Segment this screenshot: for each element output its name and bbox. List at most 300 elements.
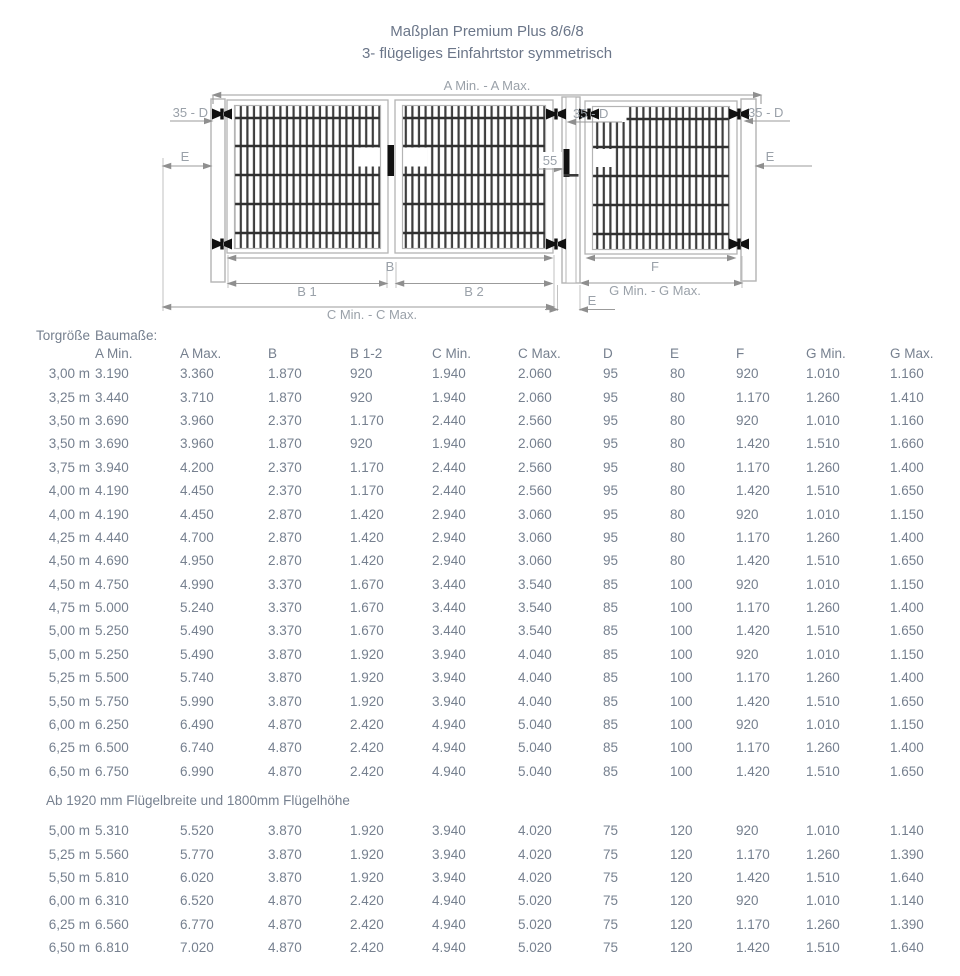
column-header: C Max. <box>518 345 561 361</box>
table-cell: 5.490 <box>180 646 214 662</box>
table-cell: 1.420 <box>350 553 384 569</box>
table-cell: 5,25 m <box>48 670 90 686</box>
table-cell: 1.170 <box>350 459 384 475</box>
table-cell: 1.170 <box>736 916 770 932</box>
table-cell: 5.560 <box>95 846 129 862</box>
table-cell: 120 <box>670 846 693 862</box>
table-cell: 920 <box>736 576 759 592</box>
table-cell: 5,25 m <box>48 846 90 862</box>
table-cell: 4,25 m <box>48 529 90 545</box>
table-cell: 3.870 <box>268 870 302 885</box>
table-cell: 3.940 <box>432 870 466 885</box>
table-cell: 1.870 <box>268 389 302 405</box>
table-cell: 100 <box>670 646 693 662</box>
table-cell: 3.370 <box>268 623 302 639</box>
table-cell: 4.450 <box>180 483 214 499</box>
table-cell: 1.420 <box>350 506 384 522</box>
table-cell: 85 <box>603 646 619 662</box>
table-cell: 4,50 m <box>48 553 90 569</box>
table-cell: 3.870 <box>268 670 302 686</box>
table-cell: 6.740 <box>180 740 214 756</box>
table-row <box>35 502 956 525</box>
table-cell: 95 <box>603 366 619 382</box>
table-cell: 1.940 <box>432 389 466 405</box>
table-cell: 80 <box>670 389 686 405</box>
table-cell: 1.260 <box>806 459 840 475</box>
table-cell: 6.310 <box>95 893 129 909</box>
column-header: G Min. <box>806 345 846 361</box>
table-cell: 1.410 <box>890 389 924 405</box>
table-cell: 5.250 <box>95 646 129 662</box>
column-header: F <box>736 345 745 361</box>
table-cell: 1.510 <box>806 553 840 569</box>
table-row <box>35 479 956 502</box>
table-cell: 1.400 <box>890 670 924 686</box>
table-cell: 4.940 <box>432 717 466 733</box>
table-cell: 100 <box>670 600 693 616</box>
table-cell: 1.420 <box>736 553 770 569</box>
table-cell: 5.040 <box>518 717 552 733</box>
table-cell: 6.250 <box>95 717 129 733</box>
table-cell: 1.260 <box>806 389 840 405</box>
table-row <box>35 526 956 549</box>
table-row <box>35 643 956 666</box>
table-cell: 85 <box>603 763 619 779</box>
gate-leaf-2 <box>395 100 553 253</box>
table-cell: 2.370 <box>268 459 302 475</box>
table-cell: 1.420 <box>736 623 770 639</box>
table-cell: 95 <box>603 529 619 545</box>
table-cell: 3,75 m <box>48 459 90 475</box>
table-cell: 6,50 m <box>48 940 90 956</box>
table-cell: 95 <box>603 506 619 522</box>
table-cell: 80 <box>670 366 686 382</box>
table-cell: 1.420 <box>736 693 770 709</box>
table-cell: 1.170 <box>736 389 770 405</box>
table-cell: 1.140 <box>890 823 924 839</box>
table-cell: 6.770 <box>180 916 214 932</box>
table-cell: 4.870 <box>268 916 302 932</box>
table-cell: 2.440 <box>432 412 466 428</box>
table-cell: 1.510 <box>806 763 840 779</box>
table-cell: 4.940 <box>432 740 466 756</box>
table-cell: 4.690 <box>95 553 129 569</box>
dim-label-c-range: C Min. - C Max. <box>326 307 418 322</box>
table-cell: 75 <box>603 893 619 909</box>
column-header: G Max. <box>890 345 934 361</box>
table-cell: 1.650 <box>890 763 924 779</box>
table-cell: 75 <box>603 940 619 956</box>
table-cell: 3.060 <box>518 553 552 569</box>
hinge-icon <box>212 239 232 250</box>
table-cell: 4.950 <box>180 553 214 569</box>
table-cell: 920 <box>736 823 759 839</box>
table-cell: 85 <box>603 576 619 592</box>
table-cell: 6.560 <box>95 916 129 932</box>
table-cell: 5,00 m <box>48 623 90 639</box>
column-header: D <box>603 345 613 361</box>
table-cell: 3.940 <box>432 823 466 839</box>
table-cell: 4.940 <box>432 916 466 932</box>
dim-label-e-right: E <box>765 149 775 164</box>
table-cell: 1.670 <box>350 576 384 592</box>
table-cell: 1.420 <box>736 436 770 452</box>
dim-label-b2: B 2 <box>464 284 484 299</box>
table-cell: 1.870 <box>268 436 302 452</box>
table-cell: 4.040 <box>518 693 552 709</box>
table-cell: 6.020 <box>180 870 214 885</box>
table-cell: 2.420 <box>350 717 384 733</box>
hinge-icon <box>212 109 232 120</box>
table-cell: 1.670 <box>350 600 384 616</box>
table-row <box>35 913 956 936</box>
section-note: Ab 1920 mm Flügelbreite und 1800mm Flügelhöhe <box>46 792 350 808</box>
table-cell: 1.660 <box>890 436 924 452</box>
table-cell: 1.920 <box>350 823 384 839</box>
table-cell: 4.940 <box>432 763 466 779</box>
table-cell: 1.510 <box>806 870 840 885</box>
table-cell: 85 <box>603 717 619 733</box>
table-cell: 85 <box>603 623 619 639</box>
table-cell: 5.310 <box>95 823 129 839</box>
dim-label-35d-left: 35 - D <box>172 105 208 120</box>
table-row <box>35 889 956 912</box>
table-cell: 1.160 <box>890 412 924 428</box>
table-cell: 3.870 <box>268 646 302 662</box>
dim-label-b1: B 1 <box>297 284 317 299</box>
table-row <box>35 689 956 712</box>
gate-leaf-3 <box>585 101 737 254</box>
table-cell: 95 <box>603 389 619 405</box>
table-cell: 75 <box>603 846 619 862</box>
table-cell: 1.390 <box>890 846 924 862</box>
table-cell: 2.440 <box>432 483 466 499</box>
table-cell: 1.160 <box>890 366 924 382</box>
table-cell: 2.370 <box>268 412 302 428</box>
table-cell: 4.020 <box>518 823 552 839</box>
dim-label-b: B <box>385 259 395 274</box>
table-cell: 2.870 <box>268 506 302 522</box>
table-cell: 1.170 <box>736 670 770 686</box>
dim-label-a-range: A Min. - A Max. <box>443 78 531 93</box>
table-cell: 2.060 <box>518 366 552 382</box>
group-header-label: Baumaße: <box>95 327 158 343</box>
table-cell: 3.870 <box>268 693 302 709</box>
table-cell: 100 <box>670 623 693 639</box>
table-cell: 5.990 <box>180 693 214 709</box>
table-cell: 5.250 <box>95 623 129 639</box>
table-cell: 1.420 <box>736 940 770 956</box>
table-cell: 1.400 <box>890 740 924 756</box>
table-cell: 100 <box>670 740 693 756</box>
table-cell: 4.870 <box>268 763 302 779</box>
table-row <box>35 936 956 959</box>
table-cell: 5.240 <box>180 600 214 616</box>
table-cell: 120 <box>670 940 693 956</box>
table-cell: 1.170 <box>736 846 770 862</box>
table-cell: 4.990 <box>180 576 214 592</box>
table-cell: 5,50 m <box>48 693 90 709</box>
table-cell: 5.020 <box>518 893 552 909</box>
table-cell: 1.650 <box>890 483 924 499</box>
table-cell: 5.040 <box>518 763 552 779</box>
table-cell: 85 <box>603 600 619 616</box>
table-cell: 920 <box>736 506 759 522</box>
table-cell: 5.020 <box>518 940 552 956</box>
table-cell: 2.420 <box>350 740 384 756</box>
table-cell: 1.420 <box>736 870 770 885</box>
table-cell: 80 <box>670 553 686 569</box>
table-cell: 100 <box>670 670 693 686</box>
table-cell: 1.170 <box>736 529 770 545</box>
table-cell: 1.010 <box>806 717 840 733</box>
table-cell: 2.560 <box>518 459 552 475</box>
table-cell: 1.170 <box>736 459 770 475</box>
table-cell: 4.040 <box>518 646 552 662</box>
table-row <box>35 666 956 689</box>
table-cell: 120 <box>670 870 693 885</box>
table-cell: 5.490 <box>180 623 214 639</box>
table-cell: 3.190 <box>95 366 129 382</box>
table-cell: 1.400 <box>890 600 924 616</box>
table-cell: 1.650 <box>890 553 924 569</box>
table-cell: 4.870 <box>268 740 302 756</box>
table-cell: 4.940 <box>432 940 466 956</box>
table-cell: 5.740 <box>180 670 214 686</box>
table-cell: 3.540 <box>518 623 552 639</box>
table-cell: 1.150 <box>890 646 924 662</box>
table-cell: 920 <box>736 412 759 428</box>
table-cell: 3.370 <box>268 576 302 592</box>
table-cell: 4,00 m <box>48 483 90 499</box>
table-cell: 1.260 <box>806 600 840 616</box>
column-header: A Min. <box>95 345 133 361</box>
table-cell: 1.870 <box>268 366 302 382</box>
table-cell: 1.260 <box>806 846 840 862</box>
dim-label-35d-right: 35 - D <box>748 105 784 120</box>
table-cell: 2.060 <box>518 436 552 452</box>
table-cell: 920 <box>736 646 759 662</box>
table-cell: 2.420 <box>350 893 384 909</box>
table-cell: 3.370 <box>268 600 302 616</box>
table-cell: 3,25 m <box>48 389 90 405</box>
dim-label-55: 55 <box>542 153 558 168</box>
table-cell: 1.510 <box>806 483 840 499</box>
table-cell: 4.040 <box>518 670 552 686</box>
table-cell: 1.150 <box>890 717 924 733</box>
table-cell: 1.260 <box>806 916 840 932</box>
table-cell: 3.710 <box>180 389 214 405</box>
table-cell: 5.040 <box>518 740 552 756</box>
column-header: B 1-2 <box>350 345 383 361</box>
center-latch <box>388 145 395 176</box>
table-cell: 5,00 m <box>48 646 90 662</box>
table-cell: 1.010 <box>806 646 840 662</box>
table-cell: 3.360 <box>180 366 214 382</box>
table-cell: 1.920 <box>350 646 384 662</box>
table-cell: 920 <box>736 717 759 733</box>
table-cell: 3.940 <box>432 846 466 862</box>
group-header-row <box>35 326 956 344</box>
table-cell: 7.020 <box>180 940 214 956</box>
table-row <box>35 619 956 642</box>
table-cell: 6,25 m <box>48 740 90 756</box>
table-cell: 4,00 m <box>48 506 90 522</box>
table-cell: 1.010 <box>806 576 840 592</box>
dim-label-e-left: E <box>180 149 190 164</box>
table-cell: 1.920 <box>350 670 384 686</box>
table-cell: 6.520 <box>180 893 214 909</box>
table-cell: 920 <box>350 436 373 452</box>
table-cell: 3.690 <box>95 412 129 428</box>
table-cell: 80 <box>670 459 686 475</box>
table-cell: 4.200 <box>180 459 214 475</box>
table-cell: 5,50 m <box>48 870 90 885</box>
table-cell: 3,00 m <box>48 366 90 382</box>
table-cell: 3.690 <box>95 436 129 452</box>
table-row <box>35 596 956 619</box>
table-cell: 6.750 <box>95 763 129 779</box>
table-cell: 4,75 m <box>48 600 90 616</box>
table-cell: 4.020 <box>518 846 552 862</box>
table-cell: 1.170 <box>350 412 384 428</box>
table-cell: 2.940 <box>432 553 466 569</box>
table-row <box>35 573 956 596</box>
row-header-label: Torgröße <box>35 327 90 343</box>
table-cell: 3.540 <box>518 576 552 592</box>
table-cell: 1.170 <box>350 483 384 499</box>
table-cell: 920 <box>350 366 373 382</box>
table-cell: 1.920 <box>350 693 384 709</box>
table-cell: 95 <box>603 412 619 428</box>
table-cell: 1.420 <box>736 483 770 499</box>
table-row <box>35 456 956 479</box>
table-cell: 3.060 <box>518 529 552 545</box>
table-cell: 4.190 <box>95 506 129 522</box>
table-cell: 1.510 <box>806 436 840 452</box>
table-cell: 1.640 <box>890 870 924 885</box>
table-cell: 1.640 <box>890 940 924 956</box>
table-body <box>35 362 956 959</box>
table-cell: 1.140 <box>890 893 924 909</box>
table-cell: 4.870 <box>268 717 302 733</box>
table-cell: 4.190 <box>95 483 129 499</box>
gate-leaf-1 <box>227 100 388 253</box>
table-cell: 2.420 <box>350 763 384 779</box>
table-cell: 1.260 <box>806 670 840 686</box>
table-cell: 1.510 <box>806 693 840 709</box>
table-cell: 4.870 <box>268 893 302 909</box>
table-cell: 1.170 <box>736 600 770 616</box>
table-cell: 2.560 <box>518 412 552 428</box>
table-cell: 3.940 <box>95 459 129 475</box>
table-cell: 4.450 <box>180 506 214 522</box>
table-cell: 95 <box>603 436 619 452</box>
table-cell: 3.060 <box>518 506 552 522</box>
table-cell: 1.010 <box>806 823 840 839</box>
table-cell: 1.920 <box>350 870 384 885</box>
table-cell: 1.260 <box>806 740 840 756</box>
table-cell: 1.940 <box>432 436 466 452</box>
table-row <box>35 760 956 783</box>
table-cell: 100 <box>670 763 693 779</box>
table-cell: 1.400 <box>890 459 924 475</box>
table-cell: 100 <box>670 717 693 733</box>
table-cell: 120 <box>670 893 693 909</box>
table-cell: 1.150 <box>890 506 924 522</box>
table-cell: 6,25 m <box>48 916 90 932</box>
table-cell: 3.440 <box>432 623 466 639</box>
table-cell: 2.560 <box>518 483 552 499</box>
table-cell: 3.940 <box>432 670 466 686</box>
table-cell: 920 <box>736 893 759 909</box>
column-header: B <box>268 345 278 361</box>
table-cell: 120 <box>670 823 693 839</box>
table-cell: 85 <box>603 670 619 686</box>
table-cell: 6.990 <box>180 763 214 779</box>
table-cell: 3.870 <box>268 846 302 862</box>
dim-label-35d-mid: 35 - D <box>573 106 609 121</box>
table-row <box>35 409 956 432</box>
column-header: A Max. <box>180 345 222 361</box>
table-cell: 80 <box>670 483 686 499</box>
column-header: E <box>670 345 680 361</box>
table-cell: 1.420 <box>736 763 770 779</box>
table-cell: 1.010 <box>806 506 840 522</box>
table-cell: 1.920 <box>350 846 384 862</box>
table-cell: 100 <box>670 693 693 709</box>
table-row <box>35 385 956 408</box>
hinge-icon <box>546 109 566 120</box>
table-cell: 2.420 <box>350 916 384 932</box>
table-cell: 3,50 m <box>48 412 90 428</box>
table-cell: 6,00 m <box>48 717 90 733</box>
table-cell: 1.510 <box>806 623 840 639</box>
table-cell: 95 <box>603 553 619 569</box>
table-cell: 75 <box>603 870 619 885</box>
table-cell: 5.520 <box>180 823 214 839</box>
table-cell: 95 <box>603 483 619 499</box>
table-cell: 5.020 <box>518 916 552 932</box>
table-cell: 2.940 <box>432 529 466 545</box>
table-cell: 1.010 <box>806 412 840 428</box>
table-cell: 2.870 <box>268 529 302 545</box>
table-cell: 1.170 <box>736 740 770 756</box>
table-cell: 920 <box>350 389 373 405</box>
table-cell: 3.940 <box>432 646 466 662</box>
table-row <box>35 866 956 889</box>
table-cell: 6.500 <box>95 740 129 756</box>
table-cell: 3.960 <box>180 436 214 452</box>
table-cell: 1.650 <box>890 623 924 639</box>
table-cell: 75 <box>603 916 619 932</box>
table-cell: 3.440 <box>432 600 466 616</box>
dim-label-e-bottom: E <box>587 293 597 308</box>
table-cell: 3.870 <box>268 823 302 839</box>
table-cell: 1.150 <box>890 576 924 592</box>
table-cell: 1.260 <box>806 529 840 545</box>
table-cell: 80 <box>670 412 686 428</box>
hinge-icon <box>546 239 566 250</box>
table-cell: 4.020 <box>518 870 552 885</box>
table-cell: 4.440 <box>95 529 129 545</box>
hinge-icon <box>729 239 749 250</box>
gate-diagram <box>0 0 960 322</box>
table-cell: 3.440 <box>432 576 466 592</box>
hinge-icon <box>729 109 749 120</box>
table-cell: 1.010 <box>806 893 840 909</box>
table-cell: 6,50 m <box>48 763 90 779</box>
